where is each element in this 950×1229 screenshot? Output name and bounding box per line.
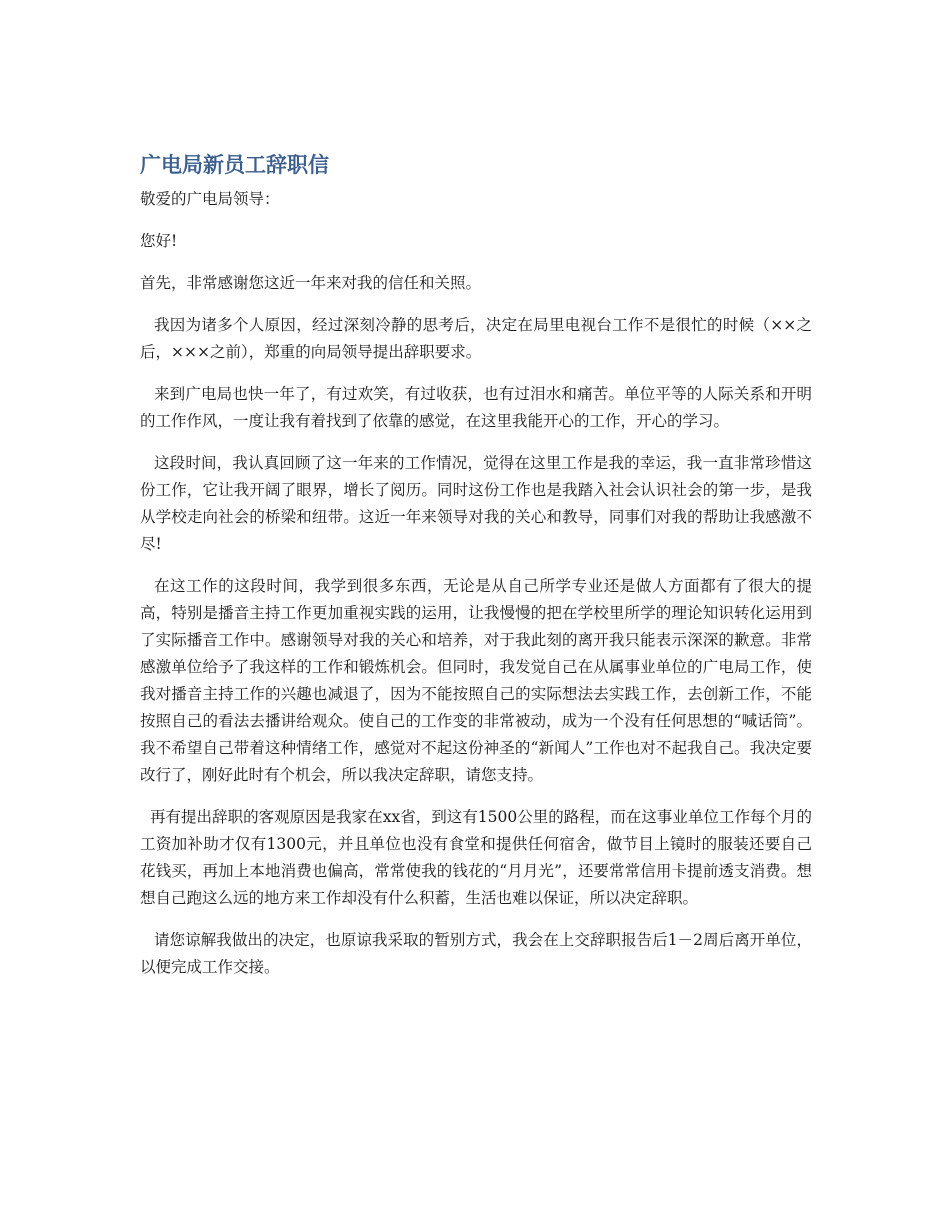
salutation: 敬爱的广电局领导： [140, 190, 280, 208]
paragraph-objective-reasons: 再有提出辞职的客观原因是我家在xx省，到这有1500公里的路程，而在这事业单位工作每个月的工资加补助才仅有1300元，并且单位也没有食堂和提供任何宿舍，做节目上镜时的服装还要自己花钱买，再加上本地消费也偏高，常常使我的钱花的“月月光”，还要常常信用卡提前透支消费。想想自己跑这么远的地方来工作却没有什么积蓄，生活也难以保证，所以决定辞职。 [140, 808, 812, 907]
paragraph-thanks: 首先，非常感谢您这近一年来对我的信任和关照。 [140, 274, 482, 292]
letter-page [140, 150, 812, 996]
paragraph-learning: 在这工作的这段时间，我学到很多东西，无论是从自己所学专业还是做人方面都有了很大的提高，特别是播音主持工作更加重视实践的运用，让我慢慢的把在学校里所学的理论知识转化运用到了实际播音工作中。感谢领导对我的关心和培养，对于我此刻的离开我只能表示深深的歉意。非常感激单位给予了我这样的工作和锻炼机会。但同时，我发觉自己在从属事业单位的广电局工作，使我对播音主持工作的兴趣也减退了，因为不能按照自己的实际想法去实践工作，去创新工作，不能按照自己的看法去播讲给观众。使自己的工作变的非常被动，成为一个没有任何思想的“喊话筒”。我不希望自己带着这种情绪工作，感觉对不起这份神圣的“新闻人”工作也对不起我自己。我决定要改行了，刚好此时有个机会，所以我决定辞职，请您支持。 [140, 577, 812, 784]
paragraph-resignation-request: 我因为诸多个人原因，经过深刻冷静的思考后，决定在局里电视台工作不是很忙的时候（××之后，×××之前），郑重的向局领导提出辞职要求。 [140, 316, 812, 361]
paragraph-experience: 来到广电局也快一年了，有过欢笑，有过收获，也有过泪水和痛苦。单位平等的人际关系和开明的工作作风，一度让我有着找到了依靠的感觉，在这里我能开心的工作，开心的学习。 [140, 385, 812, 430]
document-title: 广电局新员工辞职信 [140, 153, 329, 177]
paragraph-closing: 请您谅解我做出的决定，也原谅我采取的暂别方式，我会在上交辞职报告后1－2周后离开单位，以便完成工作交接。 [140, 931, 812, 976]
paragraph-review: 这段时间，我认真回顾了这一年来的工作情况，觉得在这里工作是我的幸运，我一直非常珍惜这份工作，它让我开阔了眼界，增长了阅历。同时这份工作也是我踏入社会认识社会的第一步，是我从学校走向社会的桥梁和纽带。这近一年来领导对我的关心和教导，同事们对我的帮助让我感激不尽! [140, 454, 812, 553]
greeting: 您好! [140, 232, 178, 250]
